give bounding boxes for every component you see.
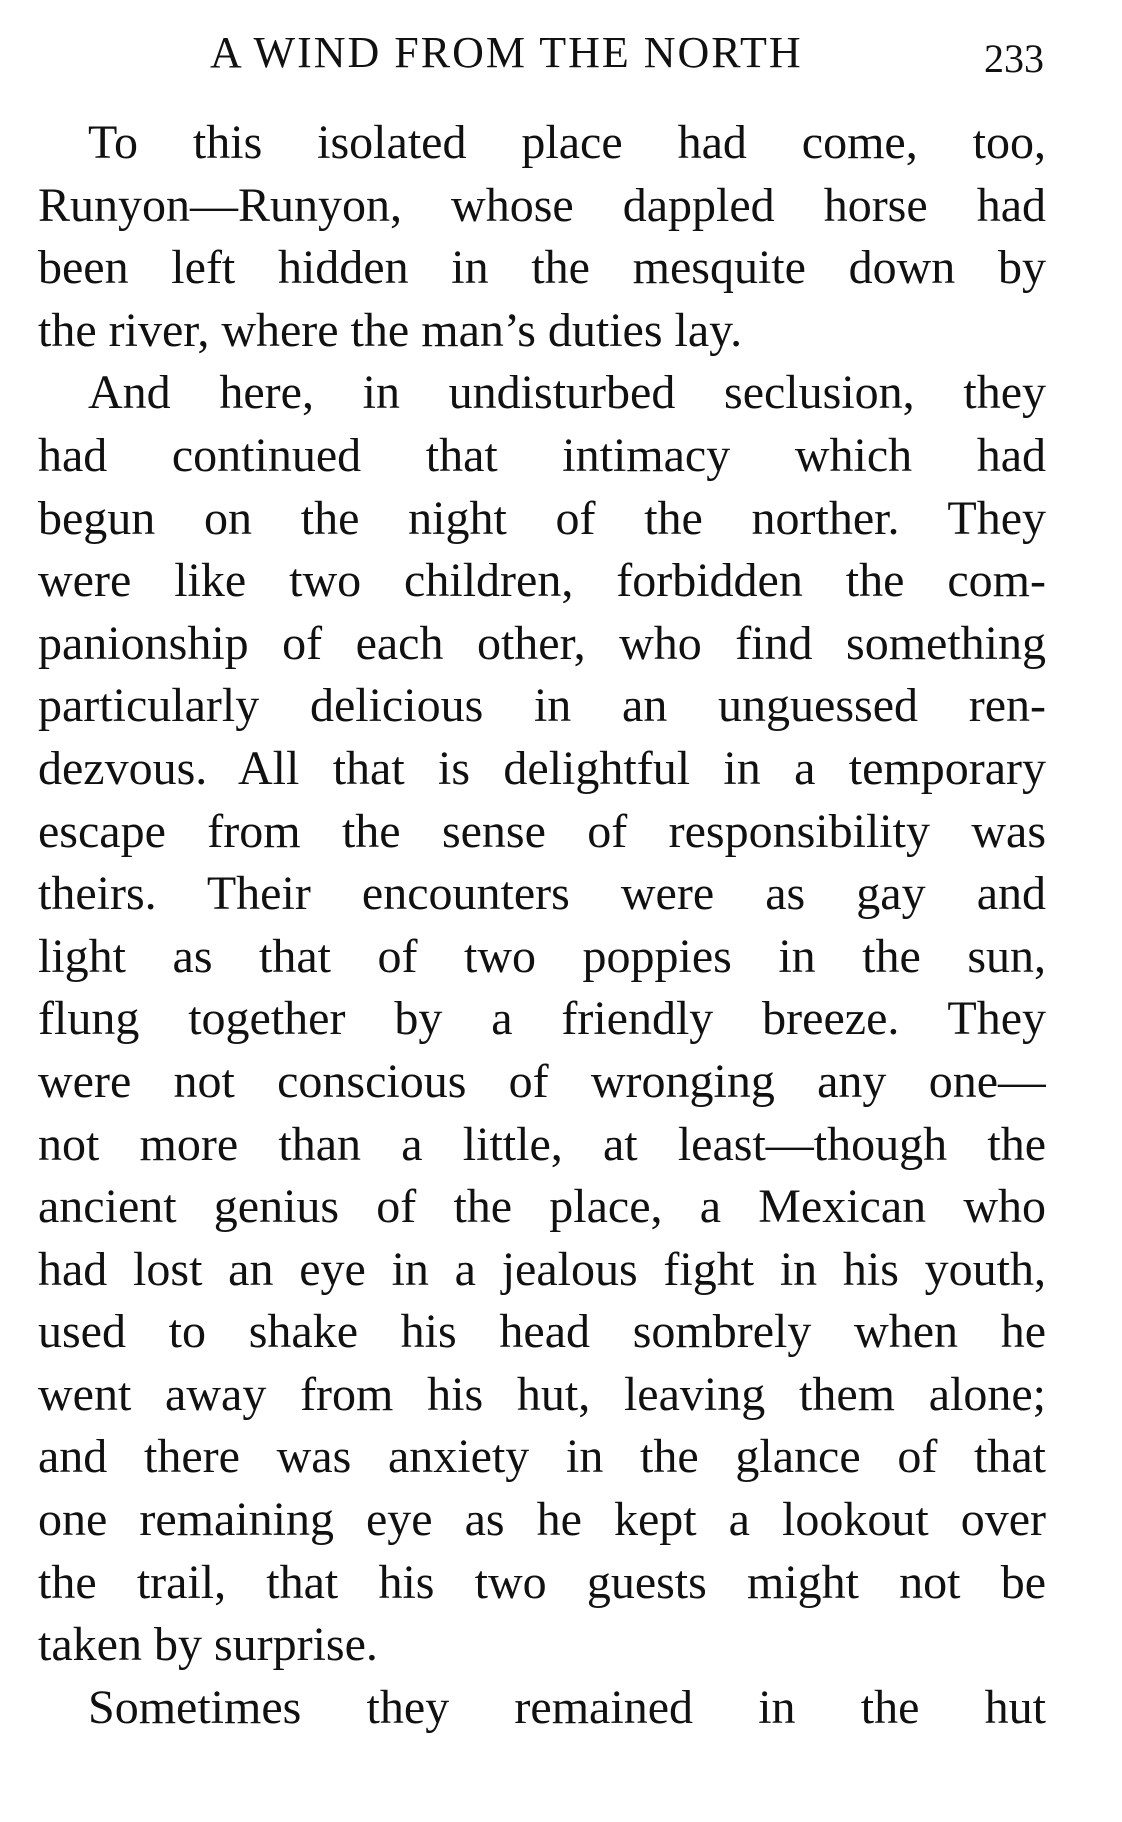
text-line: And here, in undisturbed seclusion, they — [88, 366, 1046, 420]
text-line: taken by surprise. — [38, 1618, 378, 1672]
text-line: Sometimes they remained in the hut — [88, 1680, 1046, 1734]
running-head — [0, 24, 1122, 84]
text-line: Runyon—Runyon, whose dappled horse had — [38, 178, 1046, 232]
text-line: not more than a little, at least—though the — [38, 1117, 1046, 1171]
text-line: one remaining eye as he kept a lookout over — [38, 1493, 1046, 1547]
text-line: dezvous. All that is delightful in a temporary — [38, 741, 1046, 795]
text-line: To this isolated place had come, too, — [88, 116, 1046, 169]
text-line: been left hidden in the mesquite down by — [38, 241, 1046, 295]
page-number: 233 — [984, 36, 1044, 81]
text-line: the river, where the man’s duties lay. — [38, 303, 743, 357]
text-line: flung together by a friendly breeze. They — [38, 992, 1046, 1046]
text-line: were like two children, forbidden the com- — [38, 554, 1046, 608]
text-line: had continued that intimacy which had — [38, 428, 1046, 482]
text-line: ancient genius of the place, a Mexican who — [38, 1180, 1046, 1234]
text-line: had lost an eye in a jealous fight in his youth, — [38, 1242, 1046, 1296]
text-line: used to shake his head sombrely when he — [38, 1305, 1046, 1359]
text-line: the trail, that his two guests might not be — [38, 1555, 1046, 1609]
text-line: and there was anxiety in the glance of that — [38, 1430, 1046, 1484]
text-line: begun on the night of the norther. They — [38, 491, 1046, 545]
text-line: theirs. Their encounters were as gay and — [38, 867, 1046, 921]
text-line: went away from his hut, leaving them alone; — [38, 1367, 1046, 1421]
text-line: light as that of two poppies in the sun, — [38, 929, 1046, 983]
text-line: were not conscious of wronging any one— — [38, 1054, 1046, 1108]
body-text — [38, 112, 1046, 1739]
running-title: A WIND FROM THE NORTH — [210, 28, 803, 77]
text-line: panionship of each other, who find something — [38, 616, 1046, 670]
text-line: escape from the sense of responsibility was — [38, 804, 1046, 858]
text-line: particularly delicious in an unguessed ren- — [38, 679, 1046, 733]
